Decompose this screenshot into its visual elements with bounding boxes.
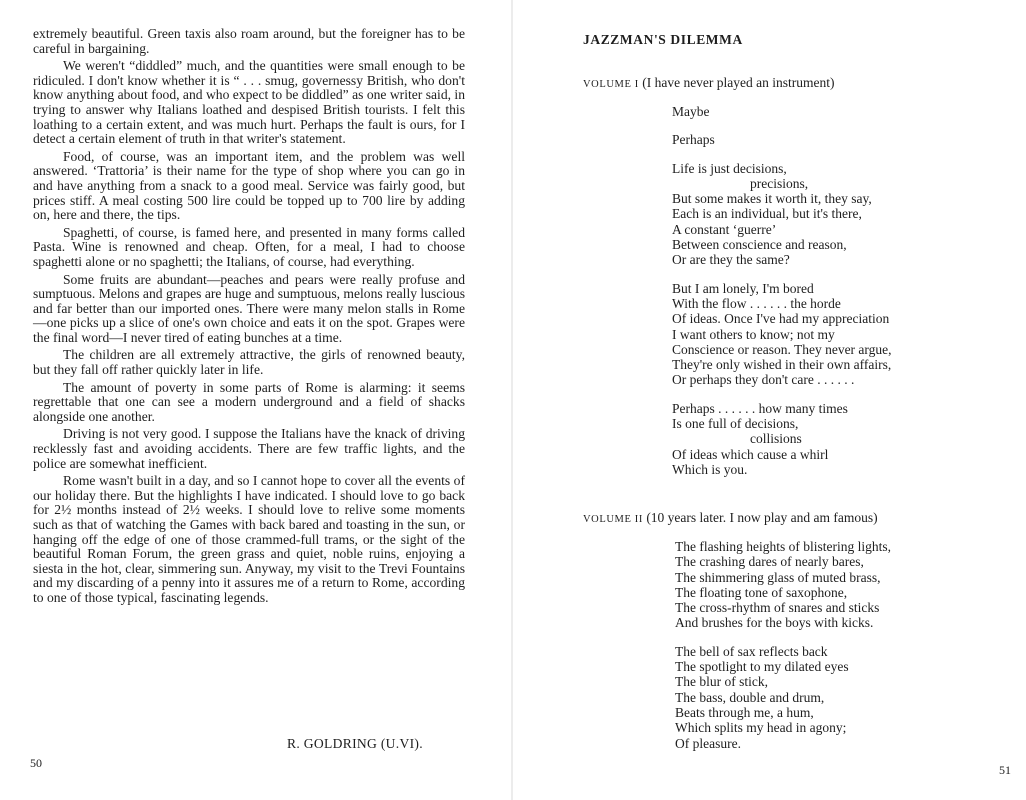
poem-line: With the flow . . . . . . the horde xyxy=(672,295,841,311)
poem-line: The cross-rhythm of snares and sticks xyxy=(675,600,880,616)
stanza xyxy=(672,401,892,477)
poem-line: And brushes for the boys with kicks. xyxy=(675,615,874,631)
author-signature: R. GOLDRING (U.VI). xyxy=(287,736,423,751)
poem-line: The flashing heights of blistering lights, xyxy=(675,539,891,554)
paragraph: Driving is not very good. I suppose the Italians have the knack of driving recklessly fast and avoiding accidents. There are few traffic lights, and the police are somewhat inefficient. xyxy=(33,426,465,471)
poem-line: The blur of stick, xyxy=(675,674,768,690)
poem-line: Perhaps xyxy=(672,132,715,148)
stanza xyxy=(672,281,892,388)
poem-line: The floating tone of saxophone, xyxy=(675,584,848,600)
paragraph: Rome wasn't built in a day, and so I cannot hope to cover all the events of our holiday there. But the highlights I have indicated. I should love to go back for 2½ months instead of 2½ weeks. I should love to relive some moments such as that of watching the Games with back bared and toasting in the sun, or hanging off the edge of one of those crammed-full trams, or the sight of the beautiful Roman Forum, the green grass and quiet, noble ruins, enjoying a siesta in the hot, clear, simmering sun. Anyway, my visit to the Trevi Fountains and my discarding of a penny into it assures me of a return to Rome, according to one of those typical, fascinating legends. xyxy=(33,473,465,605)
poem-line: I want others to know; not my xyxy=(672,326,835,342)
poem-line: precisions, xyxy=(750,175,809,191)
paragraph: Spaghetti, of course, is famed here, and presented in many forms called Pasta. Wine is renowned and cheap. Often, for a meal, I had to choose spaghetti alone or no spaghetti; the Italians, of course, had everything. xyxy=(33,224,465,269)
poem-line: Perhaps . . . . . . how many times xyxy=(672,400,848,416)
poem-line: collisions xyxy=(750,431,802,447)
poem-line: The crashing dares of nearly bares, xyxy=(675,554,864,570)
stanza xyxy=(672,161,892,268)
left-page xyxy=(0,0,512,800)
stanza xyxy=(675,539,891,631)
poem-line: The bass, double and drum, xyxy=(675,689,825,705)
poem-line: The bell of sax reflects back xyxy=(675,643,828,659)
page-number: 50 xyxy=(30,756,42,770)
poem-line: Which splits my head in agony; xyxy=(675,720,847,736)
volume-note: (10 years later. I now play and am famous) xyxy=(642,510,878,525)
poem-volume-1 xyxy=(672,104,892,490)
poem-line: A constant ‘guerre’ xyxy=(672,221,777,237)
poem-line: Which is you. xyxy=(672,461,748,477)
poem-line: The shimmering glass of muted brass, xyxy=(675,569,881,585)
poem-volume-2 xyxy=(675,539,891,764)
poem-line: Life is just decisions, xyxy=(672,160,787,176)
paragraph: The children are all extremely attractive, the girls of renowned beauty, but they fall off rather quickly later in life. xyxy=(33,347,465,378)
poem-line: The spotlight to my dilated eyes xyxy=(675,659,849,675)
poem-line: They're only wished in their own affairs, xyxy=(672,357,892,373)
stanza xyxy=(672,104,892,119)
poem-line: But I am lonely, I'm bored xyxy=(672,280,814,296)
poem-line: Maybe xyxy=(672,104,710,119)
volume-heading xyxy=(583,75,835,91)
poem-line: Between conscience and reason, xyxy=(672,237,847,253)
poem-line: But some makes it worth it, they say, xyxy=(672,191,872,207)
poem-line: Of ideas. Once I've had my appreciation xyxy=(672,311,890,327)
poem-line: Or perhaps they don't care . . . . . . xyxy=(672,372,855,388)
poem-line: Is one full of decisions, xyxy=(672,416,799,432)
poem-title: JAZZMAN'S DILEMMA xyxy=(583,32,743,47)
volume-label: VOLUME II xyxy=(583,514,643,525)
volume-note: (I have never played an instrument) xyxy=(638,75,835,90)
right-page xyxy=(513,0,1026,800)
poem-line: Conscience or reason. They never argue, xyxy=(672,341,892,357)
poem-line: Of ideas which cause a whirl xyxy=(672,446,829,462)
stanza xyxy=(672,132,892,147)
stanza xyxy=(675,644,891,751)
volume-label: VOLUME I xyxy=(583,79,639,90)
volume-heading xyxy=(583,510,878,526)
paragraph: The amount of poverty in some parts of Rome is alarming: it seems regrettable that one can see a modern underground and a field of shacks alongside one another. xyxy=(33,379,465,424)
poem-line: Each is an individual, but it's there, xyxy=(672,206,862,222)
poem-line: Or are they the same? xyxy=(672,252,790,268)
essay-text xyxy=(33,27,465,609)
page-number: 51 xyxy=(999,763,1011,777)
paragraph: extremely beautiful. Green taxis also roam around, but the foreigner has to be careful in bargaining. xyxy=(33,26,465,56)
poem-line: Beats through me, a hum, xyxy=(675,704,814,720)
poem-line: Of pleasure. xyxy=(675,735,741,751)
paragraph: We weren't “diddled” much, and the quantities were small enough to be ridiculed. I don't know whether it is “ . . . smug, governessy British, who don't know anything about food, and who expect to be diddled” as one writer said, in trying to answer why Italians loathed and despised British tourists. I felt this loathing to a certain extent, and was much hurt. Perhaps the fault is ours, for I detect a certain element of truth in that writer's statement. xyxy=(33,58,465,147)
paragraph: Some fruits are abundant—peaches and pears were really profuse and sumptuous. Melons and grapes are huge and sumptuous, melons really luscious and far better than our imported ones. There were many melon stalls in Rome—one picks up a slice of one's own choice and eats it on the spot. Grapes were the final word—I never tired of eating bunches at a time. xyxy=(33,271,465,345)
paragraph: Food, of course, was an important item, and the problem was well answered. ‘Trattoria’ is their name for the type of shop where you can go in and have anything from a snack to a good meal. Service was fairly good, but prices stiff. A meal costing 500 lire could be topped up to 700 lire by adding on, here and there, the tips. xyxy=(33,148,465,223)
